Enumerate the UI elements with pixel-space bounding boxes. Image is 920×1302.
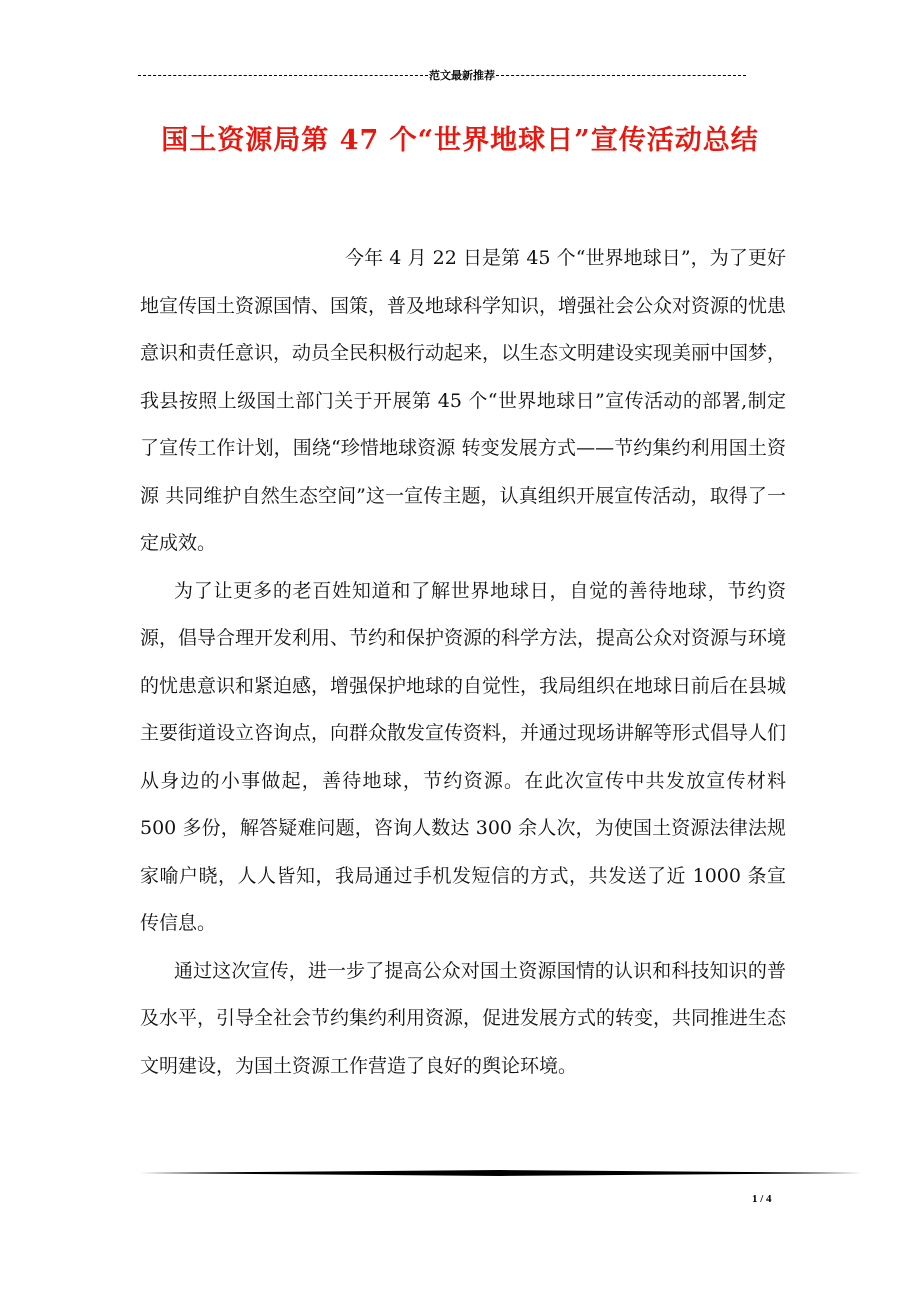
paragraph-1: 今年 4 月 22 日是第 45 个“世界地球日”，为了更好地宣传国土资源国情、国策，普及地球科学知识，增强社会公众对资源的忧患意识和责任意识，动员全民积极行动起来，以生态文明建设实现美丽中国梦，我县按照上级国土部门关于开展第 45 个“世界地球日”宣传活动的部署,制定了宣传工作计划，围绕“珍惜地球资源 转变发展方式——节约集约利用国土资源 共同维护自然生态空间”这一宣传主题，认真组织开展宣传活动，取得了一定成效。 [140,247,787,554]
document-body [140,235,786,1090]
paragraph-3: 通过这次宣传，进一步了提高公众对国土资源国情的认识和科技知识的普及水平，引导全社会节约集约利用资源，促进发展方式的转变，共同推进生态文明建设，为国土资源工作营造了良好的舆论环境。 [140,959,787,1077]
paragraph-2: 为了让更多的老百姓知道和了解世界地球日，自觉的善待地球，节约资源，倡导合理开发利用、节约和保护资源的科学方法，提高公众对资源与环境的忧患意识和紧迫感，增强保护地球的自觉性，我局组织在地球日前后在县城主要街道设立咨询点，向群众散发宣传资料，并通过现场讲解等形式倡导人们从身边的小事做起，善待地球，节约资源。在此次宣传中共发放宣传材料 500 多份，解答疑难问题，咨询人数达 300 余人次，为使国土资源法律法规家喻户晓，人人皆知，我局通过手机发短信的方式，共发送了近 1000 条宣传信息。 [140,579,787,934]
page-header [138,68,768,84]
page-number: 1 / 4 [752,1193,772,1205]
footer-rule [140,1168,862,1178]
document-title: 国土资源局第 47 个“世界地球日”宣传活动总结 [161,125,759,156]
header-label: 范文最新推荐 [429,70,495,83]
header-dashes-right [496,75,746,77]
header-dashes-left [138,75,428,77]
